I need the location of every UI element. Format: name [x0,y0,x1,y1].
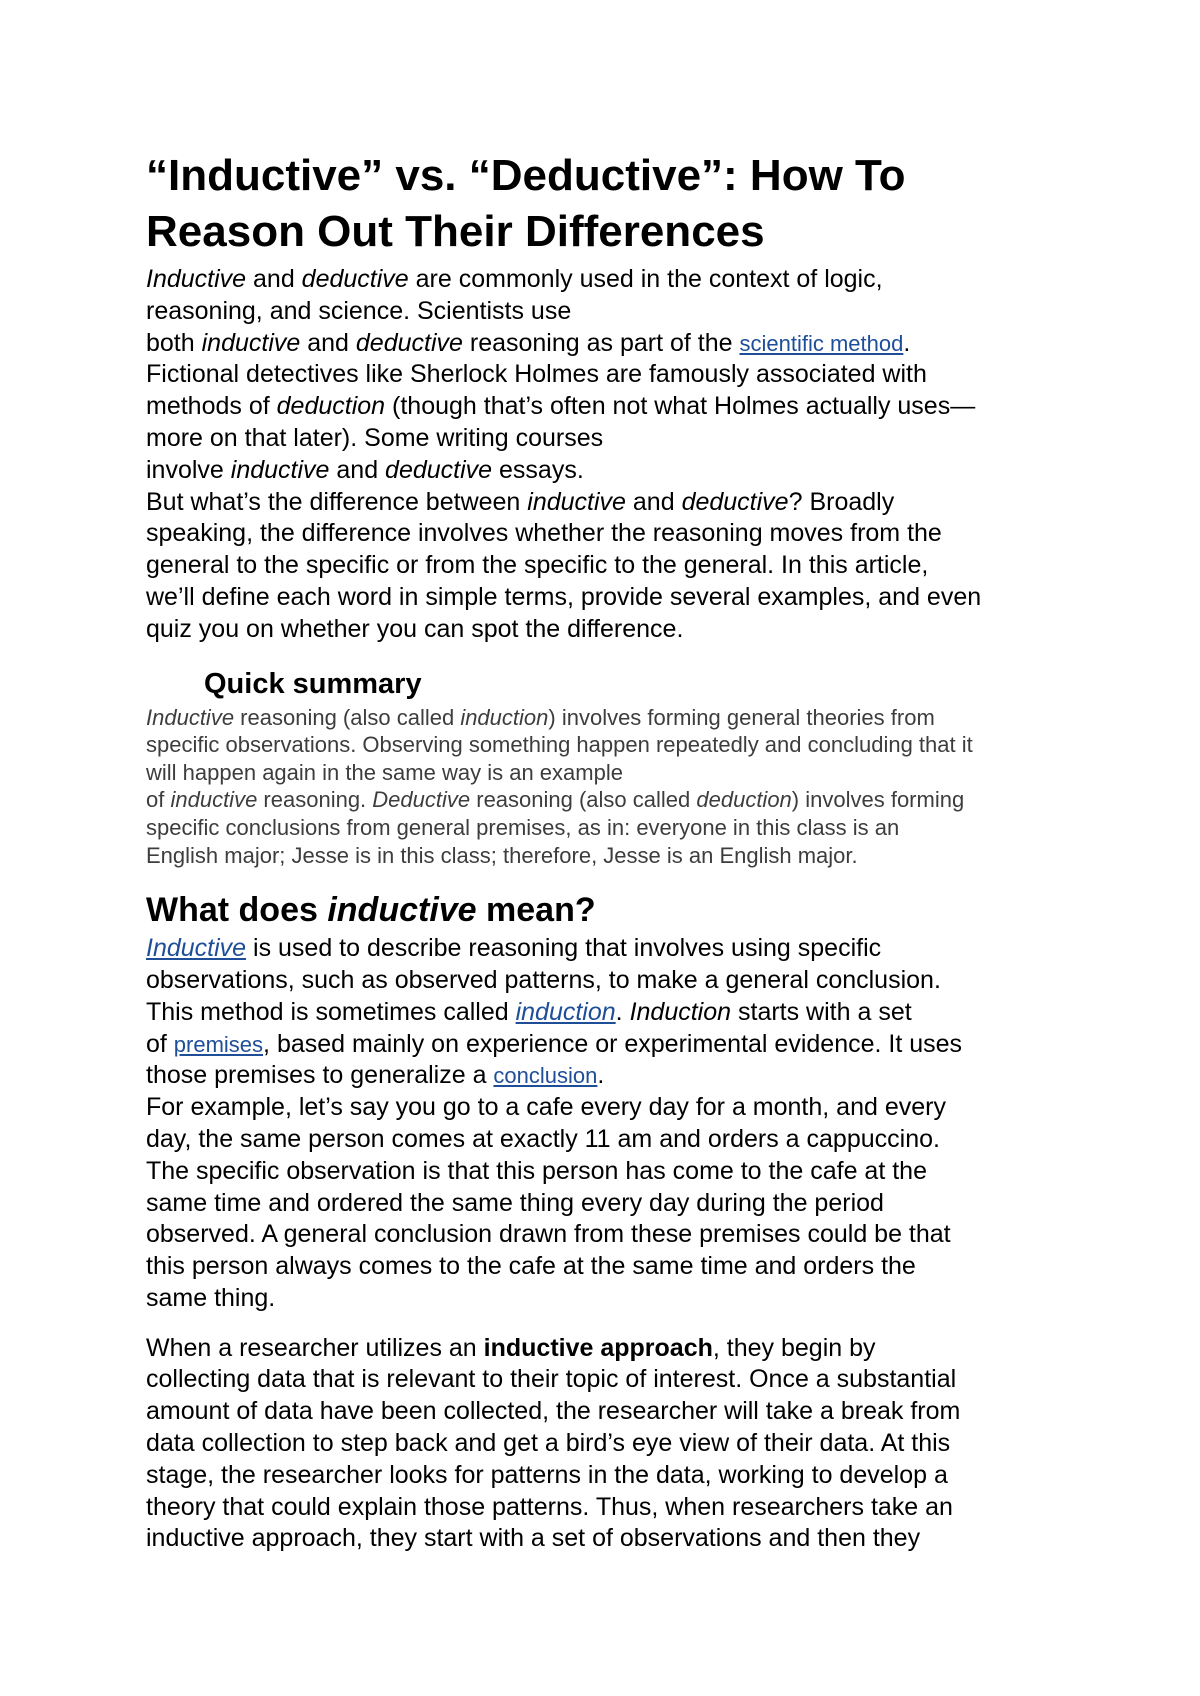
title-line-2: Reason Out Their Differences [146,207,765,256]
intro-line: reasoning, and science. Scientists use [146,296,572,325]
quick-summary-text [146,704,1076,870]
text: , they begin by [712,1333,876,1362]
body-line: amount of data have been collected, the researcher will take a break from [146,1397,961,1426]
text: and [300,328,356,357]
paragraph-spacer [146,1315,1076,1333]
body-line: For example, let’s say you go to a cafe every day for a month, and every [146,1093,946,1122]
body-line: inductive approach, they start with a set of observations and then they [146,1524,921,1553]
summary-line: will happen again in the same way is an example [146,759,623,785]
text: reasoning (also called [234,704,461,730]
term-inductive: inductive [201,328,301,357]
text: methods of [146,392,277,421]
text: of [146,787,171,813]
section-heading-inductive [146,889,1076,931]
body-line [146,997,1076,1029]
body-line [146,1060,1076,1092]
intro-line [146,328,1076,360]
text: This method is sometimes called [146,997,516,1026]
text: starts with a set [731,997,912,1026]
intro-line: we’ll define each word in simple terms, provide several examples, and even [146,582,982,611]
text: those premises to generalize a [146,1061,494,1090]
text: reasoning (also called [470,787,697,813]
term-deductive: deductive [301,265,409,293]
quick-summary-heading: Quick summary [204,667,422,700]
premises-link[interactable]: premises [173,1031,264,1057]
intro-line [146,455,1076,487]
body-line: stage, the researcher looks for patterns in the data, working to develop a [146,1460,948,1489]
body-line: observed. A general conclusion drawn from these premises could be that [146,1220,951,1249]
body-line [146,1333,1076,1365]
intro-line: Fictional detectives like Sherlock Holmes are famously associated with [146,360,927,389]
body-line: observations, such as observed patterns, to make a general conclusion. [146,965,941,994]
body-line: same thing. [146,1283,276,1312]
text: mean? [476,891,596,930]
conclusion-link[interactable]: conclusion [493,1063,598,1089]
scientific-method-link[interactable]: scientific method [739,330,904,356]
intro-line: quiz you on whether you can spot the difference. [146,614,684,643]
text: , based mainly on experience or experimental evidence. It uses [263,1029,963,1058]
text: reasoning. [257,787,373,813]
intro-line: speaking, the difference involves whether the reasoning moves from the [146,519,942,548]
text: are commonly used in the context of logic, [408,265,883,293]
page-title [146,148,1076,260]
body-line: this person always comes to the cafe at the same time and orders the [146,1252,916,1281]
term-inductive: Inductive [146,704,235,730]
body-line: The specific observation is that this person has come to the cafe at the [146,1156,927,1185]
body-line: day, the same person comes at exactly 11 am and orders a cappuccino. [146,1124,940,1153]
term-inductive: inductive [230,455,330,484]
inductive-paragraph-3 [146,1333,1076,1556]
term-inductive: inductive [527,487,626,516]
intro-line: general to the specific or from the specific to the general. In this article, [146,551,929,580]
text: both [146,328,202,357]
summary-line: English major; Jesse is in this class; therefore, Jesse is an English major. [146,842,858,868]
text: ) involves forming general theories from [548,704,935,730]
summary-line [146,704,1076,732]
body-line: data collection to step back and get a bird’s eye view of their data. At this [146,1429,951,1458]
text: ? Broadly [788,487,895,516]
body-line [146,1029,1076,1061]
text: involve [146,455,231,484]
term-deduction: deduction [696,787,792,813]
text: is used to describe reasoning that involves using specific [246,934,882,963]
term-deductive: deductive [355,328,463,357]
term-induction: induction [460,704,549,730]
text: When a researcher utilizes an [146,1333,484,1362]
text: and [625,487,682,516]
term-inductive: Inductive [146,265,247,293]
intro-line: more on that later). Some writing courses [146,423,604,452]
intro-line [146,487,1076,519]
text: ) involves forming [791,787,965,813]
title-line-1: “Inductive” vs. “Deductive”: How To [146,151,906,200]
intro-paragraph-2 [146,487,1076,646]
inductive-link[interactable]: Inductive [146,934,247,963]
term-deductive: Deductive [372,787,471,813]
text: (though that’s often not what Holmes actually uses— [385,392,976,421]
intro-paragraph-1 [146,264,1076,487]
body-line: collecting data that is relevant to their topic of interest. Once a substantial [146,1365,957,1394]
body-line: theory that could explain those patterns. Thus, when researchers take an [146,1492,953,1521]
summary-line: specific observations. Observing something happen repeatedly and concluding that it [146,732,973,758]
summary-line [146,786,1076,814]
term-deductive: deductive [681,487,789,516]
text: But what’s the difference between [146,487,528,516]
document-page [146,148,1076,1555]
text: and [329,455,386,484]
term-inductive: inductive [327,891,477,930]
term-deduction: deduction [276,392,386,421]
text: essays. [492,455,584,484]
intro-line [146,264,1076,296]
text: and [246,265,302,293]
text: . [597,1061,605,1090]
inductive-paragraph-1 [146,933,1076,1092]
term-deductive: deductive [385,455,493,484]
text: of [146,1029,174,1058]
term-inductive: inductive [170,787,258,813]
induction-link[interactable]: induction [515,997,616,1026]
text: What does [146,891,328,930]
body-line: same time and ordered the same thing every day during the period [146,1188,884,1217]
intro-line [146,391,1076,423]
text: . [615,997,630,1026]
text: . [903,328,911,357]
term-induction: Induction [629,997,732,1026]
inductive-paragraph-2 [146,1092,1076,1315]
term-inductive-approach: inductive approach [483,1333,713,1362]
body-line [146,933,1076,965]
summary-line: specific conclusions from general premises, as in: everyone in this class is an [146,814,900,840]
text: reasoning as part of the [462,328,740,357]
